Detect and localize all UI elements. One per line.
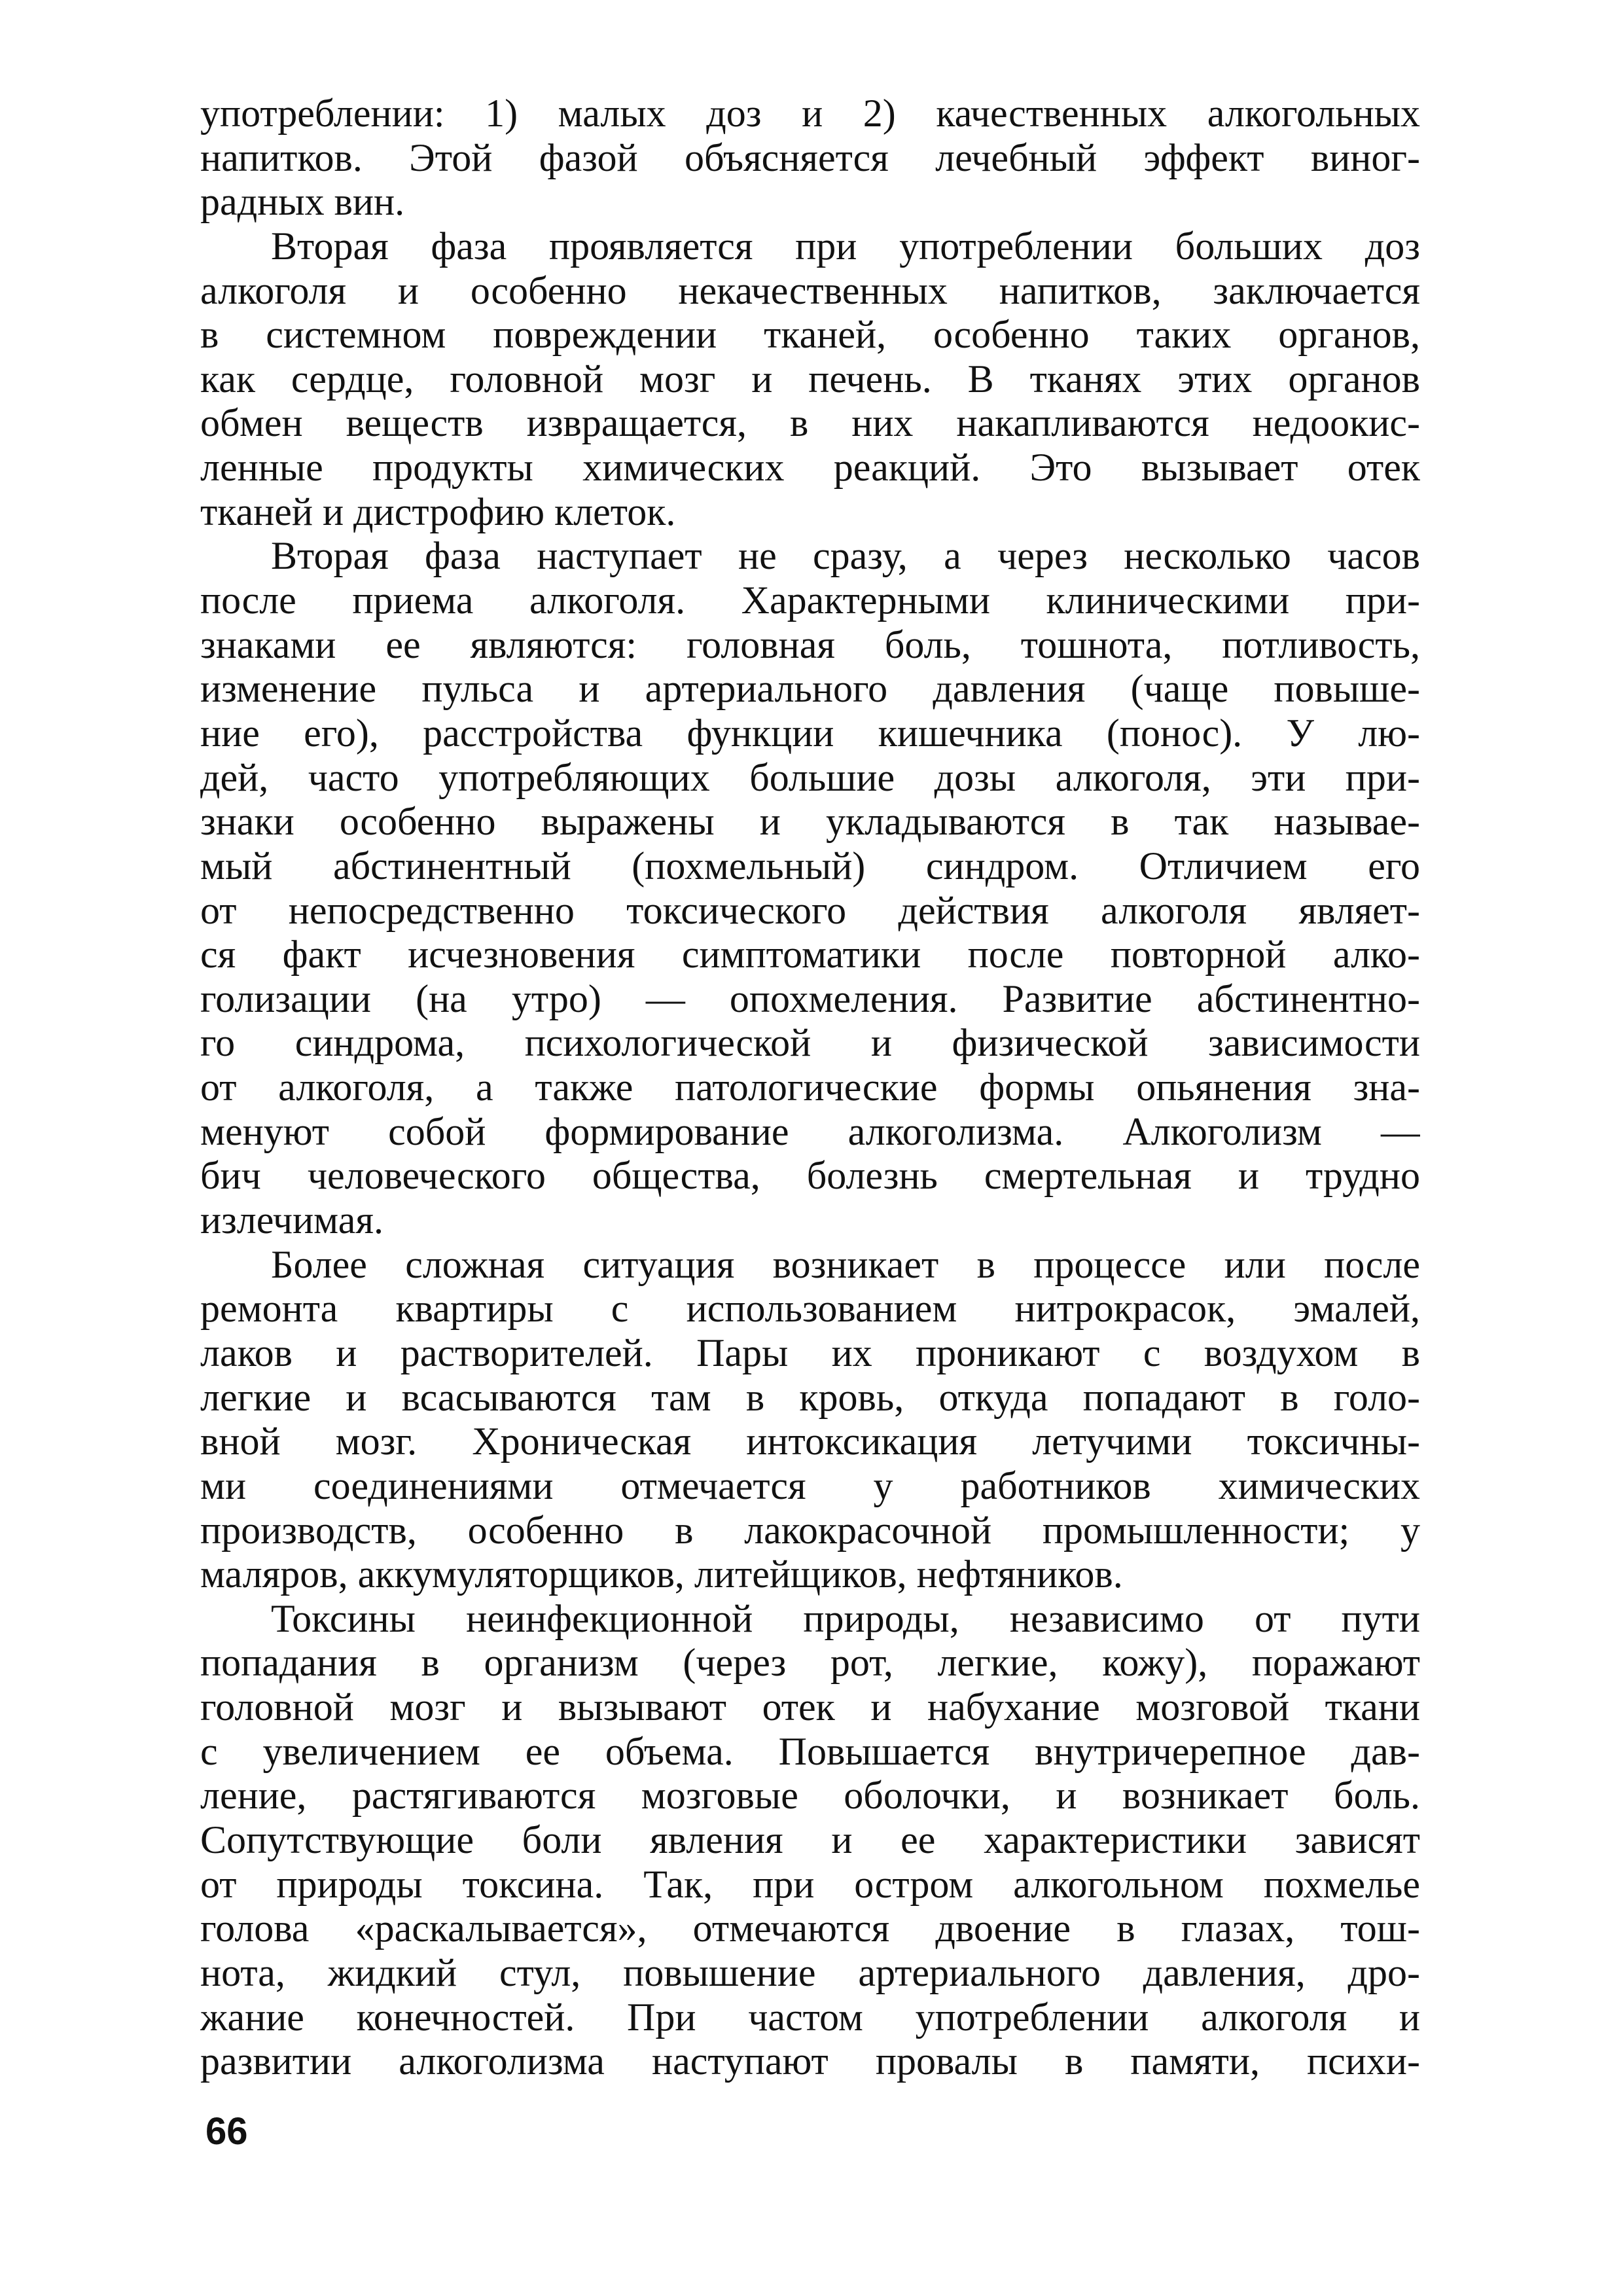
- text-line: напитков. Этой фазой объясняется лечебный эффект виног-: [200, 135, 1420, 179]
- text-line: Более сложная ситуация возникает в процессе или после: [271, 1242, 1420, 1286]
- text-line: в системном повреждении тканей, особенно таких органов,: [200, 313, 1420, 357]
- text-line: тканей и дистрофию клеток.: [200, 490, 676, 533]
- page-number: 66: [205, 2110, 248, 2153]
- text-line: ми соединениями отмечается у работников химических: [200, 1463, 1420, 1507]
- text-line: жание конечностей. При частом употреблении алкоголя и: [200, 1995, 1420, 2039]
- paragraph-3: [200, 534, 1420, 1242]
- text-line: Вторая фаза наступает не сразу, а через несколько часов: [271, 534, 1420, 578]
- text-line: развитии алкоголизма наступают провалы в памяти, психи-: [200, 2039, 1420, 2083]
- text-line: от природы токсина. Так, при остром алкогольном похмелье: [200, 1862, 1420, 1906]
- paragraph-5: [200, 1597, 1420, 2084]
- text-line: легкие и всасываются там в кровь, откуда попадают в голо-: [200, 1375, 1420, 1419]
- text-line: после приема алкоголя. Характерными клиническими при-: [200, 579, 1420, 622]
- text-line: от непосредственно токсического действия алкоголя являет-: [200, 888, 1420, 932]
- text-line: бич человеческого общества, болезнь смертельная и трудно: [200, 1154, 1420, 1198]
- text-line: лаков и растворителей. Пары их проникают с воздухом в: [200, 1331, 1420, 1374]
- text-line: мый абстинентный (похмельный) синдром. Отличием его: [200, 844, 1420, 888]
- text-line: употреблении: 1) малых доз и 2) качественных алкогольных: [200, 92, 1420, 135]
- text-line: ремонта квартиры с использованием нитрокрасок, эмалей,: [200, 1287, 1420, 1331]
- text-line: маляров, аккумуляторщиков, литейщиков, нефтяников.: [200, 1552, 1123, 1596]
- text-line: радных вин.: [200, 180, 405, 224]
- text-line: производств, особенно в лакокрасочной промышленности; у: [200, 1508, 1420, 1552]
- text-line: менуют собой формирование алкоголизма. Алкоголизм —: [200, 1109, 1420, 1153]
- text-line: изменение пульса и артериального давления (чаще повыше-: [200, 667, 1420, 711]
- text-line: голизации (на утро) — опохмеления. Развитие абстинентно-: [200, 977, 1420, 1020]
- text-line: знаки особенно выражены и укладываются в так называе-: [200, 800, 1420, 844]
- text-line: голова «раскалывается», отмечаются двоение в глазах, тош-: [200, 1907, 1420, 1950]
- text-line: алкоголя и особенно некачественных напитков, заключается: [200, 268, 1420, 312]
- text-line: от алкоголя, а также патологические формы опьянения зна-: [200, 1066, 1420, 1109]
- text-line: Сопутствующие боли явления и ее характеристики зависят: [200, 1818, 1420, 1861]
- text-line: головной мозг и вызывают отек и набухание мозговой ткани: [200, 1685, 1420, 1729]
- text-line: как сердце, головной мозг и печень. В тканях этих органов: [200, 357, 1420, 401]
- text-line: ление, растягиваются мозговые оболочки, и возникает боль.: [200, 1774, 1420, 1818]
- body-text: [200, 92, 1420, 2084]
- text-line: обмен веществ извращается, в них накапливаются недоокис-: [200, 401, 1420, 445]
- text-line: попадания в организм (через рот, легкие, кожу), поражают: [200, 1641, 1420, 1685]
- text-line: знаками ее являются: головная боль, тошнота, потливость,: [200, 622, 1420, 666]
- text-line: ние его), расстройства функции кишечника (понос). У лю-: [200, 711, 1420, 755]
- text-line: Вторая фаза проявляется при употреблении больших доз: [271, 224, 1420, 268]
- paragraph-4: [200, 1243, 1420, 1597]
- text-line: вной мозг. Хроническая интоксикация летучими токсичны-: [200, 1420, 1420, 1463]
- text-line: Токсины неинфекционной природы, независимо от пути: [271, 1596, 1420, 1640]
- text-line: го синдрома, психологической и физической зависимости: [200, 1021, 1420, 1065]
- text-line: с увеличением ее объема. Повышается внутричерепное дав-: [200, 1729, 1420, 1773]
- text-line: ся факт исчезновения симптоматики после повторной алко-: [200, 933, 1420, 977]
- paragraph-2: [200, 224, 1420, 534]
- text-line: излечимая.: [200, 1198, 383, 1242]
- text-line: ленные продукты химических реакций. Это вызывает отек: [200, 446, 1420, 490]
- text-line: дей, часто употребляющих большие дозы алкоголя, эти при-: [200, 755, 1420, 799]
- paragraph-1: [200, 92, 1420, 224]
- text-line: нота, жидкий стул, повышение артериального давления, дро-: [200, 1950, 1420, 1994]
